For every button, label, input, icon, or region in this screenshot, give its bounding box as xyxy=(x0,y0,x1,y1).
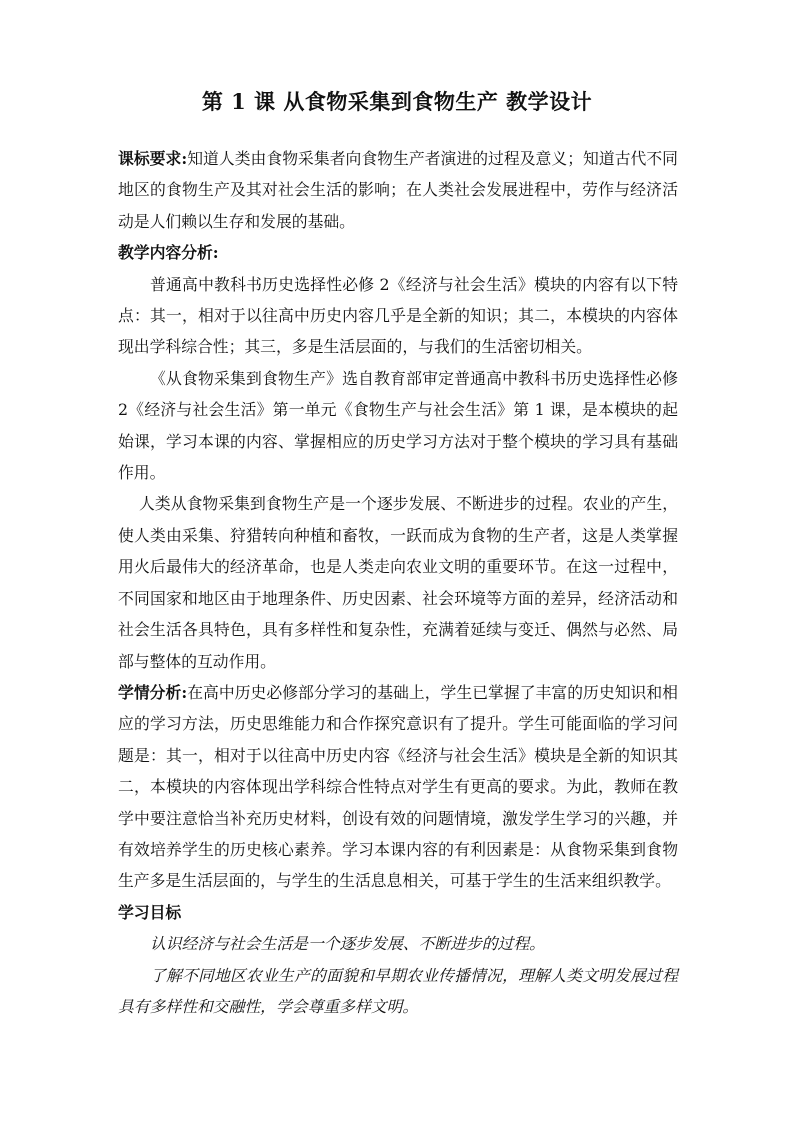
student-analysis-label: 学情分析: xyxy=(118,682,188,702)
curriculum-requirement xyxy=(118,143,678,237)
objective-item-1: 认识经济与社会生活是一个逐步发展、不断进步的过程。 xyxy=(150,934,545,954)
document-title: 第 1 课 从食物采集到食物生产 教学设计 xyxy=(201,89,593,114)
content-analysis-paragraph-2: 《从食物采集到食物生产》选自教育部审定普通高中教科书历史选择性必修 2《经济与社会生活》第一单元《食物生产与社会生活》第 1 课，是本模块的起始课，学习本课的内容、掌握相应的历史学习方法对于整个模块的学习具有基础作用。 xyxy=(118,368,678,483)
curriculum-text: 知道人类由食物采集者向食物生产者演进的过程及意义；知道古代不同地区的食物生产及其对社会生活的影响；在人类社会发展进程中，劳作与经济活动是人们赖以生存和发展的基础。 xyxy=(118,149,678,231)
objectives-heading: 学习目标 xyxy=(118,902,182,922)
content-analysis-paragraph-3: 人类从食物采集到食物生产是一个逐步发展、不断进步的过程。农业的产生，使人类由采集、狩猎转向种植和畜牧，一跃而成为食物的生产者，这是人类掌握用火后最伟大的经济革命，也是人类走向农业文明的重要环节。在这一过程中，不同国家和地区由于地理条件、历史因素、社会环境等方面的差异，经济活动和社会生活各具特色，具有多样性和复杂性，充满着延续与变迁、偶然与必然、局部与整体的互动作用。 xyxy=(118,494,678,671)
student-analysis-text: 在高中历史必修部分学习的基础上，学生已掌握了丰富的历史知识和相应的学习方法，历史思维能力和合作探究意识有了提升。学生可能面临的学习问题是：其一，相对于以往高中历史内容《经济与社会生活》模块是全新的知识其二，本模块的内容体现出学科综合性特点对学生有更高的要求。为此，教师在教学中要注意恰当补充历史材料，创设有效的问题情境，激发学生学习的兴趣，并有效培养学生的历史核心素养。学习本课内容的有利因素是：从食物采集到食物生产多是生活层面的，与学生的生活息息相关，可基于学生的生活来组织教学。 xyxy=(118,682,678,891)
objective-item-2: 了解不同地区农业生产的面貌和早期农业传播情况，理解人类文明发展过程具有多样性和交融性，学会尊重多样文明。 xyxy=(118,965,678,1016)
content-analysis-paragraph-1: 普通高中教科书历史选择性必修 2《经济与社会生活》模块的内容有以下特点：其一，相对于以往高中历史内容几乎是全新的知识；其二，本模块的内容体现出学科综合性；其三，多是生活层面的，与我们的生活密切相关。 xyxy=(118,274,678,357)
document-body xyxy=(118,143,678,1022)
content-analysis-heading: 教学内容分析: xyxy=(118,243,219,263)
curriculum-label: 课标要求: xyxy=(118,149,188,168)
student-analysis xyxy=(118,677,678,897)
